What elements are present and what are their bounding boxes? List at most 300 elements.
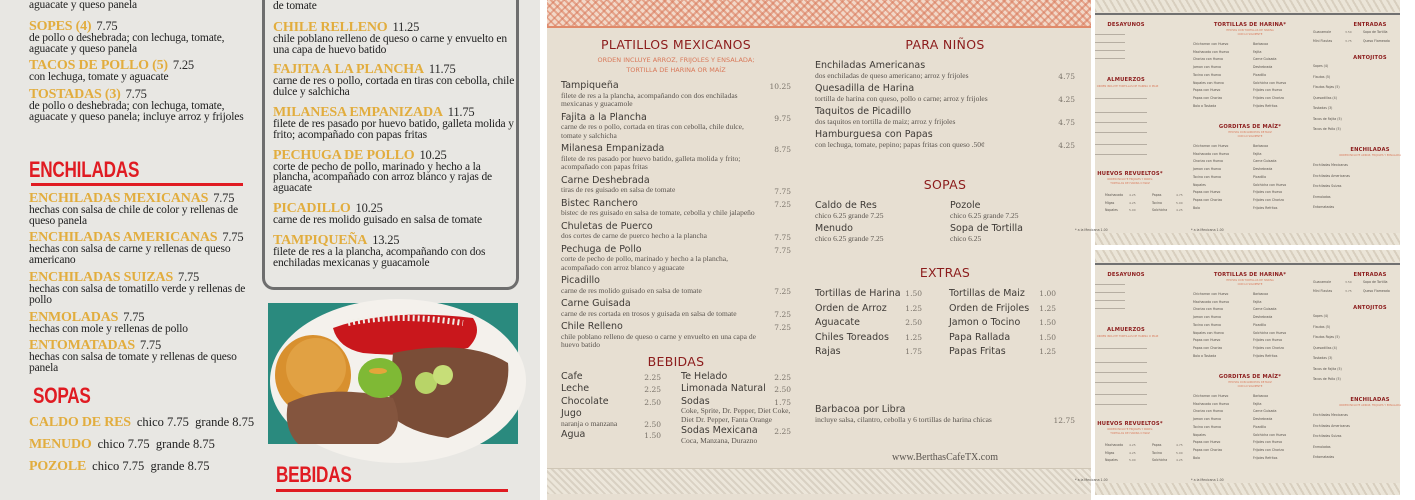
section-title-bebidas: BEBIDAS <box>647 353 705 369</box>
menu-item: Tocino con Huevo <box>1193 322 1221 327</box>
menu-item: Papas con Huevo <box>1193 338 1221 343</box>
menu-item: Fajita <box>1253 49 1262 54</box>
menu-item: 4.25 <box>1176 458 1183 462</box>
menu-item: Frijoles con Huevo <box>1253 440 1283 445</box>
item-name <box>273 21 516 34</box>
menu-item: Machacado <box>1105 193 1124 197</box>
item-price: 1.25 <box>905 332 922 342</box>
item-description: corte de pecho de pollo, marinado y hecho a la plancha, acompañado con arroz blanco y aguacate <box>561 254 729 272</box>
item-description: tortilla de harina con queso, pollo o carne; arroz y frijoles <box>815 93 988 103</box>
item-name-text: ENCHILADAS MEXICANAS <box>29 190 209 206</box>
item-name: Tortillas de Harina <box>815 288 901 299</box>
menu-item <box>29 271 261 306</box>
menu-item: Bola <box>1193 205 1200 210</box>
menu-item: Papas con Chorizo <box>1193 345 1223 350</box>
item-name: Orden de Arroz <box>815 302 887 314</box>
section-title: HUEVOS REVUELTOS* <box>1097 171 1163 177</box>
menu-item: Frijoles Refritos <box>1253 205 1278 210</box>
item-name: Te Helado <box>681 370 728 382</box>
item-placeholder-line <box>1095 372 1147 373</box>
menu-item <box>561 176 791 195</box>
item-price: chico 7.75 grande 8.75 <box>136 414 255 429</box>
section-note: ORDEN INCLUYE ARROZ, FRIJOLES Y ENSALADA <box>1339 404 1401 407</box>
menu-item <box>273 149 516 194</box>
extra-item <box>815 333 922 348</box>
menu-item <box>29 192 261 227</box>
menu-item: Nopales <box>1193 182 1206 187</box>
menu-item: Deshebrada <box>1253 315 1273 320</box>
menu-item: Machacado con Huevo <box>1193 299 1230 304</box>
restaurant-menu-panel-left <box>0 0 540 500</box>
item-price: 13.25 <box>372 232 400 247</box>
item-description: chico 6.25 <box>950 233 982 243</box>
item-description: carne de res o pollo, cortada en tiras con cebolla, chile dulce y salchicha <box>273 75 515 99</box>
menu-item <box>561 430 661 441</box>
menu-item: Nopales <box>1193 432 1206 437</box>
menu-item: 3.50 <box>1345 280 1352 284</box>
item-description: hechas con salsa de chile de color y rellenas de queso panela <box>29 203 238 227</box>
menu-item: Deshebrada <box>1253 167 1273 172</box>
item-description: hechas con salsa de carne y rellenas de queso americano <box>29 243 231 267</box>
item-placeholder-line <box>1095 112 1147 113</box>
menu-item: Frijoles con Huevo <box>1253 88 1283 93</box>
menu-item <box>561 409 661 428</box>
item-price: 4.75 <box>1058 72 1075 81</box>
menu-item: Nopales <box>1105 458 1118 462</box>
item-name-text: CHILE RELLENO <box>273 19 388 35</box>
menu-page-copy <box>1075 0 1401 245</box>
menu-item <box>273 202 516 226</box>
section-note: HECHAS CON GORDITAS DE MAIZ <box>1228 131 1272 134</box>
menu-item: Tacos de Pollo (5) <box>1313 127 1341 131</box>
item-name: Caldo de Res <box>815 200 877 211</box>
menu-item: Tocino con Huevo <box>1193 424 1221 429</box>
item-name: Fajita a la Plancha <box>561 111 647 123</box>
menu-item: Barbacoa <box>1253 394 1269 398</box>
menu-item: 5.00 <box>1176 200 1183 205</box>
menu-item: 4.25 <box>1176 208 1183 212</box>
menu-item: Tocino con Huevo <box>1193 72 1221 77</box>
section-title-enchiladas: ENCHILADAS <box>29 156 140 182</box>
item-price: 1.25 <box>905 303 922 313</box>
menu-item: 3.75 <box>1345 289 1352 293</box>
bebidas-grid <box>561 372 791 448</box>
section-title: DESAYUNOS <box>1107 272 1145 278</box>
menu-item: Chicharron con Huevo <box>1193 394 1229 398</box>
menu-item: Papas con Chorizo <box>1193 95 1223 100</box>
item-name <box>29 20 261 33</box>
section-title: ALMUERZOS <box>1107 77 1145 83</box>
item-name: Barbacoa por Libra <box>815 404 906 415</box>
menu-item: Papas <box>1152 443 1162 447</box>
menu-item: Chorizo con Huevo <box>1193 409 1223 414</box>
menu-item: Bola <box>1193 455 1200 460</box>
item-name-text: TOSTADAS (3) <box>29 87 121 103</box>
item-description: chico 6.25 grande 7.25 <box>815 210 884 220</box>
item-placeholder-line <box>1095 348 1147 349</box>
menu-item: Sopes (4) <box>1313 314 1329 318</box>
section-title: ANTOJITOS <box>1353 305 1387 311</box>
item-name: Enchiladas Americanas <box>815 60 926 71</box>
section-note: CON LO SIGUIENTE <box>1237 283 1263 286</box>
menu-item: Picadillo <box>1253 174 1267 179</box>
menu-item: 5.00 <box>1129 458 1136 462</box>
soup-item <box>815 224 940 243</box>
extra-item <box>949 318 1056 333</box>
menu-item: Bola a Tostada <box>1193 353 1217 358</box>
menu-item <box>561 397 661 408</box>
item-name-text: ENMOLADAS <box>29 309 119 325</box>
item-name-text: ENCHILADAS SUIZAS <box>29 269 174 285</box>
extra-item <box>949 304 1056 319</box>
menu-item: * a la Mexicana 1.00 <box>1191 228 1224 232</box>
menu-item: Nopales <box>1105 208 1118 212</box>
extra-item <box>949 289 1056 304</box>
menu-item: Enchiladas Americanas <box>1313 423 1350 428</box>
menu-item: Papas con Chorizo <box>1193 447 1223 452</box>
menu-item: Tostadas (3) <box>1313 356 1333 360</box>
menu-item: * a la Mexicana 1.00 <box>1191 478 1224 482</box>
extra-item <box>815 347 922 362</box>
item-price: 1.50 <box>905 289 922 298</box>
menu-item <box>273 63 516 98</box>
item-placeholder-line <box>1095 284 1125 285</box>
item-name: Tortillas de Maiz <box>949 288 1025 299</box>
item-description: de pollo o deshebrada; con lechuga, tomate, aguacate y queso panela; incluye arroz y frijoles <box>29 100 244 123</box>
item-placeholder-line <box>1095 144 1147 145</box>
menu-item: Machacado <box>1105 443 1124 447</box>
menu-item-barbacoa <box>815 405 1075 424</box>
menu-item: Frijoles Refritos <box>1253 103 1278 108</box>
extra-item <box>949 347 1056 362</box>
menu-item: Salchicha con Huevo <box>1253 182 1287 187</box>
section-note: TORTILLAS DE HARINA O MAIZ <box>1110 432 1150 435</box>
item-name-text: PICADILLO <box>273 200 351 216</box>
section-note: CON LO SIGUIENTE <box>1237 33 1263 36</box>
menu-item <box>29 339 261 374</box>
item-name: Limonada Natural <box>681 383 766 394</box>
menu-item: Flautas Rojas (5) <box>1313 85 1340 89</box>
item-price: 7.75 <box>774 186 791 196</box>
section-title: ANTOJITOS <box>1353 55 1387 61</box>
item-description: Coca, Manzana, Durazno <box>681 435 758 445</box>
menu-item: Frijoles Refritos <box>1253 455 1278 460</box>
item-placeholder-line <box>1095 34 1125 35</box>
item-name: POZOLE <box>29 458 87 474</box>
menu-item: * a la Mexicana 1.00 <box>1075 228 1108 232</box>
item-description: filete de res a la plancha, acompañando con dos enchiladas mexicanas y guacamole <box>273 245 486 269</box>
item-placeholder-line <box>1095 382 1147 383</box>
menu-item <box>561 384 661 395</box>
menu-center-right-column <box>815 37 1075 362</box>
item-name: Pozole <box>950 200 981 211</box>
menu-item: Queso Flameado <box>1363 39 1390 43</box>
item-price: 4.75 <box>1058 118 1075 127</box>
item-price: 2.25 <box>774 372 791 382</box>
menu-item: Jamon con Huevo <box>1193 417 1221 422</box>
item-price: 1.75 <box>774 397 791 407</box>
item-price: 2.50 <box>774 385 791 394</box>
item-description: dos cortes de carne de puerco hecho a la plancha <box>561 231 707 240</box>
menu-left-column <box>29 0 261 481</box>
item-price: 10.25 <box>355 200 383 215</box>
section-title: ENTRADAS <box>1353 272 1387 278</box>
item-description: chile poblano relleno de queso o carne y envuelto en una capa de huevo batido <box>561 331 756 349</box>
item-price: 7.25 <box>774 287 791 296</box>
item-description: naranja o manzana <box>561 418 618 428</box>
menu-item: Tacos de Fajita (5) <box>1313 366 1342 371</box>
item-description: chico 6.25 grande 7.25 <box>950 210 1019 220</box>
menu-center-left-column <box>561 37 791 447</box>
item-name-text: MILANESA EMPANIZADA <box>273 104 443 120</box>
menu-item <box>561 322 791 350</box>
item-description: hechas con salsa de tomate y rellenas de queso panela <box>29 351 237 375</box>
item-price: 7.25 <box>774 199 791 209</box>
menu-item: Entomatadas <box>1313 205 1335 209</box>
item-price: 7.75 <box>139 338 162 353</box>
bebidas-section <box>276 462 508 492</box>
menu-item: 5.00 <box>1176 450 1183 455</box>
section-note: ORDEN INCLUYE TORTILLAS DE HARINA O MAIZ <box>1096 85 1159 88</box>
menu-item: 4.75 <box>1176 443 1183 447</box>
item-description: de tomate <box>273 0 317 12</box>
item-price: 10.25 <box>419 147 447 162</box>
section-title-sopas: SOPAS <box>33 382 91 408</box>
section-title: GORDITAS DE MAÍZ* <box>1218 374 1282 380</box>
menu-item <box>561 199 791 218</box>
section-note: CON LO SIGUIENTE <box>1237 135 1263 138</box>
item-price: 7.75 <box>125 87 147 102</box>
item-name: CALDO DE RES <box>29 414 131 430</box>
section-title: ALMUERZOS <box>1107 327 1145 333</box>
section-title: TORTILLAS DE HARINA* <box>1213 272 1287 278</box>
item-price: 1.25 <box>1039 303 1056 313</box>
menu-item: Migas <box>1105 450 1115 455</box>
section-title-ninos: PARA NIÑOS <box>905 37 985 52</box>
item-description: con lechuga, tomate y aguacate <box>29 71 169 84</box>
item-name-text: ENTOMATADAS <box>29 338 135 354</box>
menu-item: Carne Guisada <box>1253 57 1277 62</box>
item-price: 7.75 <box>178 269 200 284</box>
menu-item <box>815 130 1075 149</box>
menu-item: Barbacoa <box>1253 292 1269 296</box>
menu-item: Sopa de Tortilla <box>1363 280 1388 284</box>
menu-item: Tocino <box>1152 200 1162 205</box>
menu-item: Migas <box>1105 200 1115 205</box>
section-title-platillos: PLATILLOS MEXICANOS <box>601 37 751 52</box>
menu-item <box>29 231 261 266</box>
menu-item: Flautas (5) <box>1313 74 1331 79</box>
menu-item: Chorizo con Huevo <box>1193 307 1223 312</box>
item-name: Orden de Frijoles <box>949 302 1030 314</box>
item-name: Cafe <box>561 370 583 382</box>
menu-item: Sopa de Tortilla <box>1363 30 1388 34</box>
item-placeholder-line <box>1095 404 1147 405</box>
item-price: 1.50 <box>1039 332 1056 342</box>
menu-item <box>681 397 791 425</box>
menu-item: Machacado con Huevo <box>1193 49 1230 54</box>
item-name: Agua <box>561 429 586 440</box>
item-price: 7.25 <box>774 323 791 332</box>
soup-item <box>29 415 261 429</box>
section-note: ORDEN INCLUYE ARROZ, FRIJOLES Y ENSALADA; <box>597 56 755 64</box>
menu-item: Carne Guisada <box>1253 307 1277 312</box>
item-name <box>29 311 261 324</box>
menu-item: Frijoles con Chorizo <box>1253 447 1284 452</box>
menu-item: Jamon con Huevo <box>1193 167 1221 172</box>
soup-item <box>29 459 261 473</box>
divider-line <box>1095 13 1400 15</box>
section-note: TORTILLAS DE HARINA O MAIZ <box>1110 182 1150 185</box>
item-name: Sopa de Tortilla <box>950 223 1023 234</box>
section-note: ORDEN INCLUYE FRIJOLES Y PAPAS; <box>1107 428 1153 431</box>
item-price: 2.50 <box>644 420 661 429</box>
menu-item: Enchiladas Americanas <box>1313 173 1350 178</box>
item-name: Milanesa Empanizada <box>561 143 665 154</box>
item-name: Jugo <box>561 408 582 419</box>
menu-item <box>273 106 516 141</box>
item-name-text: ENCHILADAS AMERICANAS <box>29 230 218 246</box>
item-name: Chile Relleno <box>561 321 623 332</box>
menu-item: Frijoles con Huevo <box>1253 338 1283 343</box>
section-title: HUEVOS REVUELTOS* <box>1097 421 1163 427</box>
item-description: incluye salsa, cilantro, cebolla y 6 tortillas de harina chicas <box>815 414 992 424</box>
item-description: carne de res molido guisado en salsa de tomate <box>273 213 482 226</box>
item-description: Coke, Sprite, Dr. Pepper, Diet Coke, Diet Dr. Pepper, Fanta Orange <box>681 406 791 424</box>
menu-item: Bola a Tostada <box>1193 103 1217 108</box>
item-price: 7.75 <box>222 230 244 245</box>
item-name: Hamburguesa con Papas <box>815 129 933 140</box>
item-name: Aguacate <box>815 317 860 328</box>
item-name: Rajas <box>815 346 841 357</box>
menu-item <box>681 384 791 395</box>
menu-item <box>561 245 791 273</box>
menu-item: Chicharron con Huevo <box>1193 42 1229 46</box>
menu-item: Fajita <box>1253 401 1262 406</box>
menu-item: Fajita <box>1253 151 1262 156</box>
menu-item: Flautas (5) <box>1313 324 1331 329</box>
item-description: de pollo o deshebrada; con lechuga, tomate, aguacate y queso panela <box>29 31 225 55</box>
item-price: 9.75 <box>774 113 791 123</box>
menu-item: Frijoles con Chorizo <box>1253 345 1284 350</box>
item-name: Menudo <box>815 223 853 234</box>
item-price: 7.75 <box>96 18 118 33</box>
item-name: Chiles Toreados <box>815 331 889 343</box>
item-price: 7.75 <box>213 190 235 205</box>
section-note: ORDEN INCLUYE FRIJOLES Y PAPAS; <box>1107 178 1153 181</box>
menu-item: Frijoles con Huevo <box>1253 190 1283 195</box>
item-name <box>29 192 261 205</box>
section-title-extras: EXTRAS <box>919 265 971 280</box>
menu-item: Chicharron con Huevo <box>1193 292 1229 296</box>
menu-item: Picadillo <box>1253 424 1267 429</box>
item-name-text: TAMPIQUEÑA <box>273 232 368 248</box>
item-description: carne de res molido guisado en salsa de tomate <box>561 285 702 295</box>
menu-item: Enmoladas <box>1313 444 1331 449</box>
section-note: HECHAS CON GORDITAS DE MAIZ <box>1228 381 1272 384</box>
item-placeholder-line <box>1095 58 1125 59</box>
extra-item <box>815 318 922 333</box>
item-description: tiras de res guisado en salsa de tomate <box>561 185 676 194</box>
menu-item: Guacamole <box>1313 280 1332 284</box>
item-price: 1.25 <box>1039 347 1056 356</box>
menu-item: 4.25 <box>1129 443 1136 447</box>
menu-item: Fajita <box>1253 299 1262 304</box>
menu-item <box>273 234 516 269</box>
item-price: 1.75 <box>905 347 922 356</box>
menu-item: Tacos de Fajita (5) <box>1313 116 1342 121</box>
menu-item: Tacos de Pollo (5) <box>1313 377 1341 381</box>
section-divider <box>31 183 243 186</box>
item-price: 10.25 <box>769 82 791 91</box>
section-title: ENCHILADAS <box>1350 147 1390 153</box>
menu-item: Picadillo <box>1253 322 1267 327</box>
item-price: 11.75 <box>447 104 475 119</box>
menu-item: Chicharron con Huevo <box>1193 144 1229 148</box>
divider-line <box>1095 263 1400 265</box>
item-description: con lechuga, tomate, pepino; papas fritas con queso .50¢ <box>815 139 985 149</box>
menu-item: Salchicha con Huevo <box>1253 432 1287 437</box>
decorative-border-bottom <box>1095 233 1400 245</box>
menu-item <box>561 276 791 295</box>
menu-item <box>561 299 791 318</box>
menu-item <box>561 144 791 172</box>
menu-item: Mini Flautas <box>1313 289 1333 293</box>
menu-item: Tocino <box>1152 450 1162 455</box>
item-name-text: TACOS DE POLLO (5) <box>29 58 168 74</box>
item-price: 2.50 <box>905 318 922 327</box>
item-price: 11.75 <box>428 62 456 77</box>
item-description: bistec de res guisado en salsa de tomate, cebolla y chile jalapeño <box>561 208 755 217</box>
menu-item: Papas <box>1152 193 1162 197</box>
item-name: Pechuga de Pollo <box>561 243 642 255</box>
restaurant-menu-panel-center <box>547 0 1091 500</box>
item-price: 1.50 <box>1039 318 1056 327</box>
item-description: filete de res pasado por huevo batido, galleta molida y frito; acompañado con papas fritas <box>273 117 514 141</box>
menu-item: Chorizo con Huevo <box>1193 57 1223 62</box>
section-note: HECHAS CON TORTILLAS DE HARINA <box>1226 29 1274 32</box>
menu-item: Tostadas (3) <box>1313 106 1333 110</box>
section-note: ORDEN INCLUYE ARROZ, FRIJOLES Y ENSALADA <box>1339 154 1401 157</box>
menu-item: 5.00 <box>1129 208 1136 212</box>
item-price: 7.75 <box>774 245 791 255</box>
item-price: 2.25 <box>774 427 791 436</box>
section-note: ORDEN INCLUYE TORTILLAS DE HARINA O MAIZ <box>1096 335 1159 338</box>
item-description: hechas con mole y rellenas de pollo <box>29 322 188 335</box>
menu-item: Enchiladas Mexicanas <box>1313 163 1348 167</box>
menu-item: Barbacoa <box>1253 144 1269 148</box>
menu-item: 4.75 <box>1176 193 1183 197</box>
menu-item: Barbacoa <box>1253 42 1269 46</box>
item-description: chile poblano relleno de queso o carne y envuelto en una capa de huevo batido <box>273 32 507 56</box>
website-link[interactable]: www.BerthasCafeTX.com <box>892 452 998 463</box>
item-description: hechas con salsa de tomatillo verde y rellenas de pollo <box>29 282 246 306</box>
section-title-sopas: SOPAS <box>923 177 967 192</box>
item-description: carne de res o pollo, cortada en tiras con cebolla, chile dulce, tomate y salchicha <box>561 122 744 140</box>
item-price: chico 7.75 grande 8.75 <box>97 436 215 451</box>
item-description: dos enchiladas de queso americano; arroz y frijoles <box>815 70 969 80</box>
item-price: 12.75 <box>1053 416 1075 425</box>
menu-item <box>815 107 1075 126</box>
soup-item <box>815 201 940 220</box>
menu-item: Mini Flautas <box>1313 39 1333 43</box>
menu-item: Queso Flameado <box>1363 289 1390 293</box>
item-description: filete de res pasado por huevo batido, galleta molida y frito; acompañado con papas fritas <box>561 153 741 171</box>
soup-item <box>29 437 261 451</box>
menu-item: Guacamole <box>1313 30 1332 34</box>
item-name-text: SOPES (4) <box>29 18 92 34</box>
item-placeholder-line <box>1095 292 1125 293</box>
